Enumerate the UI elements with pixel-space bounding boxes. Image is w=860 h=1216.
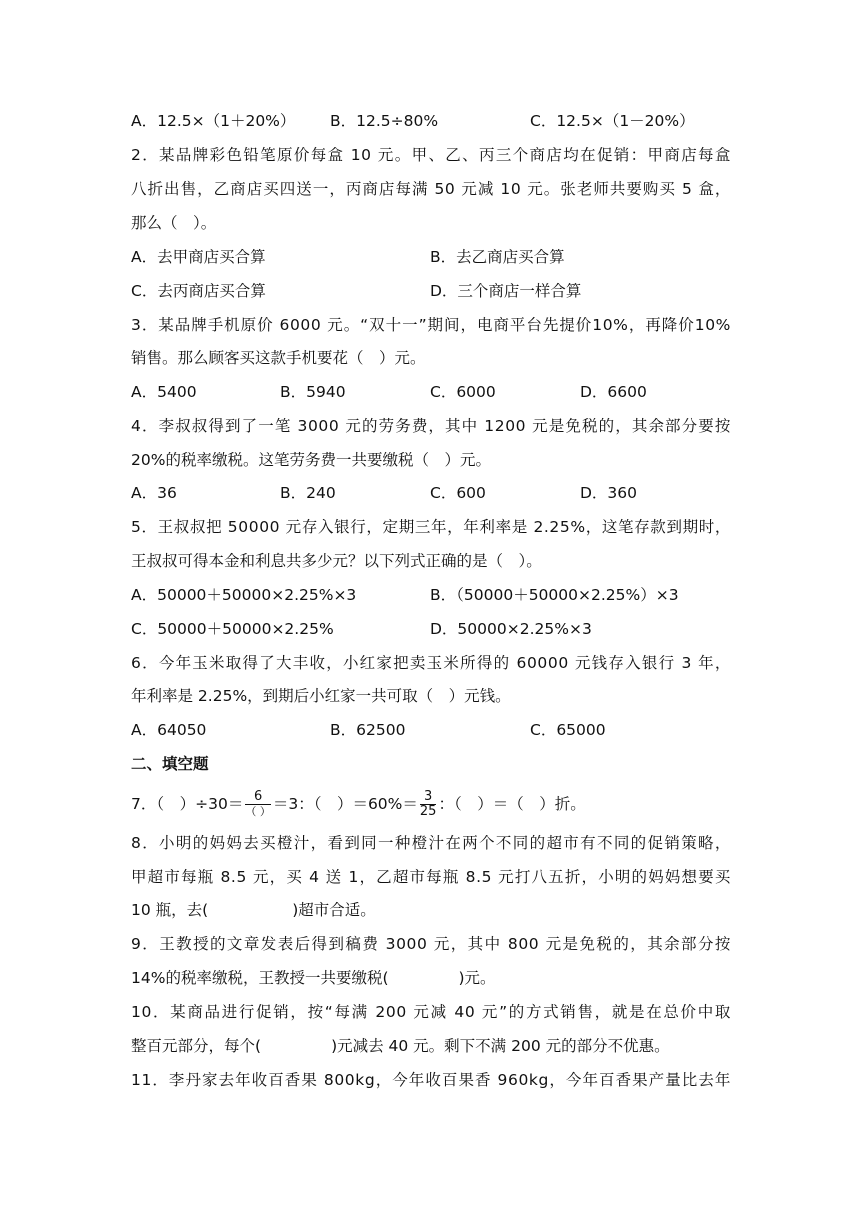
q1-option-b: B．12.5÷80% [330,112,439,130]
q3-option-d: D．6600 [580,383,647,401]
q4-option-a: A．36 [131,484,177,502]
q7-fraction-2-denominator: 25 [419,804,437,819]
q7-fraction-1-denominator: （ ） [245,805,271,818]
q4-option-b: B．240 [280,484,336,502]
q2-stem-line1: 2．某品牌彩色铅笔原价每盒 10 元。甲、乙、丙三个商店均在促销：甲商店每盒 [131,146,731,164]
q5-stem-line2: 王叔叔可得本金和利息共多少元？以下列式正确的是（ ）。 [131,552,542,570]
q7-part2: ＝3：（ ）＝60%＝ [272,795,418,813]
q3-option-c: C．6000 [430,383,496,401]
q10-stem-line1: 10．某商品进行促销，按“每满 200 元减 40 元”的方式销售，就是在总价中取 [131,1003,731,1021]
q9-stem-line2 [131,967,496,989]
q3-stem-line2: 销售。那么顾客买这款手机要花（ ）元。 [131,349,426,367]
q6-stem-line2: 年利率是 2.25%，到期后小红家一共可取（ ）元钱。 [131,687,511,705]
q5-option-b: B．（50000＋50000×2.25%）×3 [430,586,679,604]
q2-option-d: D．三个商店一样合算 [430,282,582,300]
q2-option-a: A．去甲商店买合算 [131,248,266,266]
q3-option-b: B．5940 [280,383,346,401]
q8-stem-line2: 甲超市每瓶 8.5 元，买 4 送 1，乙超市每瓶 8.5 元打八五折，小明的妈妈想要买 [131,868,731,886]
q7-fraction-1 [245,790,271,819]
q5-stem-line1: 5．王叔叔把 50000 元存入银行，定期三年，年利率是 2.25%，这笔存款到期时， [131,518,731,536]
q2-option-b: B．去乙商店买合算 [430,248,565,266]
q5-option-d: D．50000×2.25%×3 [430,620,592,638]
q3-stem-line1: 3．某品牌手机原价 6000 元。“双十一”期间，电商平台先提价10%，再降价10% [131,316,731,334]
q11-stem-line1: 11．李丹家去年收百香果 800kg，今年收百果香 960kg，今年百香果产量比去年 [131,1071,731,1089]
q1-option-a: A．12.5×（1＋20%） [131,112,296,130]
q10-line2-end: )元减去 40 元。剩下不满 200 元的部分不优惠。 [331,1037,670,1055]
q4-stem-line2: 20%的税率缴税。这笔劳务费一共要缴税（ ）元。 [131,451,491,469]
q7-part1: 7．（ ）÷30＝ [131,795,244,813]
q1-option-c: C．12.5×（1－20%） [530,112,695,130]
q6-stem-line1: 6．今年玉米取得了大丰收，小红家把卖玉米所得的 60000 元钱存入银行 3 年， [131,654,731,672]
q9-stem-line1: 9．王教授的文章发表后得到稿费 3000 元，其中 800 元是免税的，其余部分按 [131,935,731,953]
q8-line3-end: )超市合适。 [292,901,376,919]
q4-option-d: D．360 [580,484,638,502]
q7-fraction-2 [420,790,437,819]
q2-option-c: C．去丙商店买合算 [131,282,266,300]
q5-option-c: C．50000＋50000×2.25% [131,620,334,638]
q8-stem-line1: 8．小明的妈妈去买橙汁，看到同一种橙汁在两个不同的超市有不同的促销策略， [131,834,731,852]
q7-part3: ：（ ）＝（ ）折。 [438,795,586,813]
q10-stem-line2 [131,1035,670,1057]
q5-option-a: A．50000＋50000×2.25%×3 [131,586,357,604]
q3-option-a: A．5400 [131,383,197,401]
q4-option-c: C．600 [430,484,486,502]
q8-line3-start: 10 瓶，去( [131,901,209,919]
q8-stem-line3 [131,899,376,921]
q6-option-c: C．65000 [530,721,606,739]
q7-equation [131,786,586,822]
q9-line2-end: )元。 [458,969,496,987]
q6-option-b: B．62500 [330,721,406,739]
q6-option-a: A．64050 [131,721,207,739]
q2-stem-line2: 八折出售，乙商店买四送一，丙商店每满 50 元减 10 元。张老师共要购买 5 盒， [131,180,731,198]
q7-fraction-1-numerator: 6 [245,790,271,805]
q7-fraction-2-numerator: 3 [420,790,437,805]
q2-stem-line3: 那么（ ）。 [131,214,217,232]
q9-line2-start: 14%的税率缴税，王教授一共要缴税( [131,969,389,987]
q10-line2-start: 整百元部分，每个( [131,1037,262,1055]
section-heading-fill-in: 二、填空题 [131,755,209,773]
q4-stem-line1: 4．李叔叔得到了一笔 3000 元的劳务费，其中 1200 元是免税的，其余部分要按 [131,417,731,435]
